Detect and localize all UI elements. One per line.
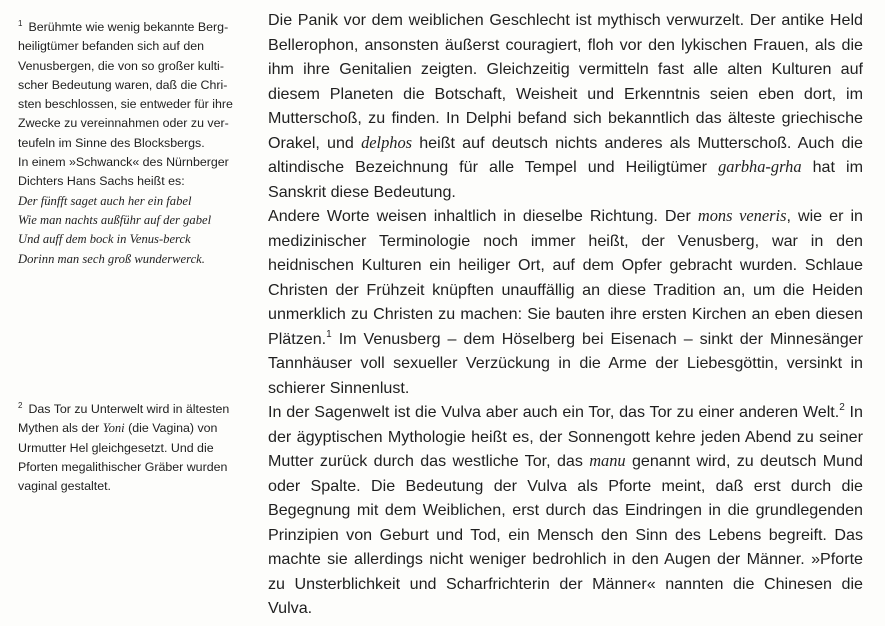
footnote-2-line: Urmutter Hel gleichgesetzt. Und die (18, 440, 214, 455)
verse-line: Wie man nachts außführ auf der gabel (18, 212, 212, 227)
term-yoni: Yoni (102, 421, 125, 436)
verse-line: Der fünfft saget auch her ein fabel (18, 193, 192, 208)
footnote-ref-1: 1 (326, 328, 332, 340)
footnote-1-line: teufeln im Sinne des Blocksbergs. (18, 135, 205, 150)
footnote-1-line: sten beschlossen, sie entweder für ihre (18, 97, 233, 112)
footnote-2-line: vaginal gestaltet. (18, 479, 111, 494)
footnote-1-line: Zwecke zu vereinnahmen oder zu ver- (18, 116, 229, 131)
footnote-2-line: $^2$ Das Tor zu Unterwelt wird in ältesten (18, 401, 230, 416)
footnote-2 (18, 396, 250, 496)
footnote-2-marker: 2 (18, 401, 23, 410)
term-garbha-grha: garbha-grha (718, 157, 802, 176)
paragraph-1: Die Panik vor dem weiblichen Geschlecht ist mythisch verwurzelt. Der antike Held Bellerophon, ansonsten äußerst couragiert, floh vor den lykischen Frauen, als die ihm ihre Genitalien zeigten. Gleichzeitig vermitteln fast alle alten Kulturen auf diesem Planeten die Botschaft, Weisheit und Erkenntnis seien eben dort, im Mutterschoß, zu finden. In Delphi befand sich bekanntlich das älteste griechische Orakel, und delphos heißt auf deutsch nichts anderes als Mutterschoß. Auch die altindische Bezeichnung für alle Tempel und Heiligtümer garbha-grha hat im Sanskrit diese Bedeutung. (268, 11, 864, 201)
footnote-1-line: Dichters Hans Sachs heißt es: (18, 174, 185, 189)
footnote-2-line: Pforten megalithischer Gräber wurden (18, 459, 228, 474)
main-text (268, 8, 863, 621)
footnote-1-line: scher Bedeutung waren, daß die Chri- (18, 77, 228, 92)
paragraph-3: In der Sagenwelt ist die Vulva aber auch ein Tor, das Tor zu einer anderen Welt.$^2$ In der ägyptischen Mythologie heißt es, der Sonnengott kehre jeden Abend zu seiner Mutter zurück durch das westliche Tor, das manu genannt wird, zu deutsch Mund oder Spalte. Die Bedeutung der Vulva als Pforte meint, daß erst durch die Begegnung mit dem Weiblichen, erst durch das Eindringen in die grundlegenden Prinzipien von Geburt und Tod, ein Mensch den Sinn des Lebens begreift. Das machte sie allerdings nicht weniger bedrohlich in den Augen der Männer. »Pforte zu Unsterblichkeit und Scharfrichterin der Männer« nannten die Chinesen die Vulva. (268, 402, 863, 617)
footnote-1-line: heiligtümer befanden sich auf den (18, 39, 204, 54)
term-delphos: delphos (361, 132, 413, 152)
footnote-1-line: Venusbergen, die von so großer kulti- (18, 58, 224, 73)
footnote-1-line: $^1$ Berühmte wie wenig bekannte Berg- (18, 19, 229, 34)
footnote-1-line: In einem »Schwanck« des Nürnberger (18, 155, 229, 170)
margin-notes (18, 14, 250, 494)
footnote-ref-2: 2 (839, 402, 845, 413)
paragraph-2: Andere Worte weisen inhaltlich in dieselbe Richtung. Der mons veneris, wie er in medizinischer Terminologie noch immer heißt, der Venusberg, war in den heidnischen Kulturen ein heiliger Ort, auf dem Opfer gebracht wurden. Schlaue Christen der Frühzeit knüpften unauffällig an diese Tradition an, um die Heiden unmerklich zu Christen zu machen: Sie bauten ihre ersten Kirchen an eben diesen Plätzen.$^1$ Im Venusberg – dem Höselberg bei Eisenach – sinkt der Minnesänger Tannhäuser voll sexueller Verzückung in die Arme der Liebesgöttin, versinkt in schierer Sinnenlust. (268, 206, 863, 397)
verse-line: Und auff dem bock in Venus-berck (18, 232, 191, 247)
footnote-1-marker: 1 (18, 19, 23, 28)
term-mons-veneris: mons veneris (697, 206, 787, 225)
term-manu: manu (589, 451, 626, 470)
verse-line: Dorinn man sech groß wunderwerck. (18, 251, 205, 266)
footnote-1 (18, 14, 250, 269)
footnote-2-line: Mythen als der Yoni (die Vagina) von (18, 421, 218, 436)
